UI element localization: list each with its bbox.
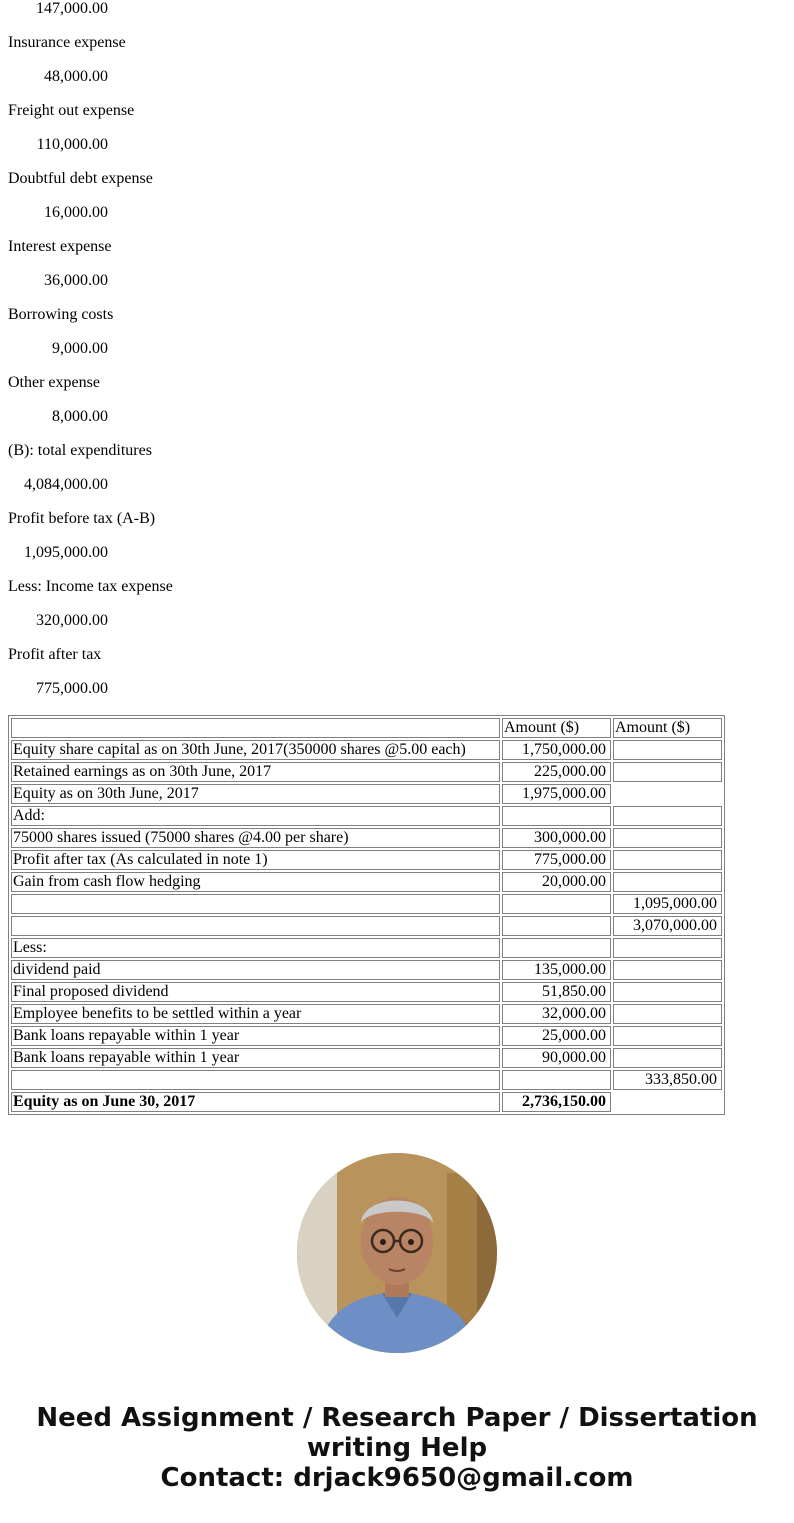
total-amount-blank	[613, 1092, 722, 1112]
row-amount	[613, 960, 722, 980]
statement-label: Freight out expense	[8, 102, 135, 119]
table-row	[11, 784, 722, 804]
row-amount: 90,000.00	[502, 1048, 611, 1068]
statement-amount: 775,000.00	[36, 680, 108, 697]
row-amount	[502, 806, 611, 826]
row-amount: 32,000.00	[502, 1004, 611, 1024]
header-cell	[11, 718, 500, 738]
statement-label: Interest expense	[8, 238, 112, 255]
row-description: Add:	[11, 806, 500, 826]
statement-amount: 320,000.00	[36, 612, 108, 629]
total-amount: 2,736,150.00	[502, 1092, 611, 1112]
row-amount	[613, 740, 722, 760]
table-row	[11, 1048, 722, 1068]
statement-label: Other expense	[8, 374, 100, 391]
statement-label: Less: Income tax expense	[8, 578, 173, 595]
table-row	[11, 1026, 722, 1046]
row-subtotal: 3,070,000.00	[613, 916, 722, 936]
row-amount: 225,000.00	[502, 762, 611, 782]
row-amount	[613, 784, 722, 804]
header-cell: Amount ($)	[502, 718, 611, 738]
avatar	[297, 1153, 497, 1353]
table-total-row	[11, 1092, 722, 1112]
row-amount	[502, 1070, 611, 1090]
row-description: dividend paid	[11, 960, 500, 980]
statement-amount: 48,000.00	[44, 68, 108, 85]
promo-line-2: writing Help	[306, 1433, 488, 1463]
row-description	[11, 894, 500, 914]
statement-label: Insurance expense	[8, 34, 126, 51]
row-description: Equity as on 30th June, 2017	[11, 784, 500, 804]
row-description: Bank loans repayable within 1 year	[11, 1048, 500, 1068]
table-row	[11, 960, 722, 980]
row-amount	[613, 806, 722, 826]
statement-amount: 110,000.00	[36, 136, 108, 153]
statement-amount: 9,000.00	[52, 340, 108, 357]
statement-label: Borrowing costs	[8, 306, 114, 323]
table-row	[11, 828, 722, 848]
table-row	[11, 938, 722, 958]
table-row	[11, 872, 722, 892]
row-subtotal: 333,850.00	[613, 1070, 722, 1090]
table-row	[11, 850, 722, 870]
promo-banner	[0, 1403, 794, 1493]
statement-amount: 4,084,000.00	[24, 476, 108, 493]
row-description: Equity share capital as on 30th June, 2017(350000 shares @5.00 each)	[11, 740, 500, 760]
row-subtotal: 1,095,000.00	[613, 894, 722, 914]
table-row	[11, 1004, 722, 1024]
row-amount	[502, 894, 611, 914]
row-amount: 300,000.00	[502, 828, 611, 848]
row-amount: 51,850.00	[502, 982, 611, 1002]
row-amount	[502, 938, 611, 958]
statement-label: Profit before tax (A-B)	[8, 510, 156, 527]
promo-line-1: Need Assignment / Research Paper / Dissertation	[36, 1403, 758, 1433]
row-description: Bank loans repayable within 1 year	[11, 1026, 500, 1046]
row-amount	[613, 1048, 722, 1068]
statement-label: Profit after tax	[8, 646, 102, 663]
row-amount	[613, 762, 722, 782]
statement-amount: 1,095,000.00	[24, 544, 108, 561]
row-description: Employee benefits to be settled within a year	[11, 1004, 500, 1024]
row-amount	[613, 1004, 722, 1024]
table-row	[11, 982, 722, 1002]
expense-statement	[8, 0, 708, 714]
row-description	[11, 1070, 500, 1090]
row-amount	[613, 828, 722, 848]
statement-label: (B): total expenditures	[8, 442, 152, 459]
table-row	[11, 916, 722, 936]
statement-amount: 8,000.00	[52, 408, 108, 425]
row-description: Gain from cash flow hedging	[11, 872, 500, 892]
row-amount: 20,000.00	[502, 872, 611, 892]
table-header-row	[11, 718, 722, 738]
table-row	[11, 806, 722, 826]
row-amount	[613, 850, 722, 870]
table-row	[11, 740, 722, 760]
row-amount	[613, 982, 722, 1002]
row-amount	[502, 916, 611, 936]
row-description: Less:	[11, 938, 500, 958]
row-description	[11, 916, 500, 936]
row-amount: 1,975,000.00	[502, 784, 611, 804]
table-row	[11, 894, 722, 914]
row-description: Retained earnings as on 30th June, 2017	[11, 762, 500, 782]
statement-label: Doubtful debt expense	[8, 170, 153, 187]
statement-amount: 16,000.00	[44, 204, 108, 221]
row-amount: 25,000.00	[502, 1026, 611, 1046]
row-description: Final proposed dividend	[11, 982, 500, 1002]
row-amount	[613, 1026, 722, 1046]
total-description: Equity as on June 30, 2017	[11, 1092, 500, 1112]
row-amount: 1,750,000.00	[502, 740, 611, 760]
promo-contact[interactable]: Contact: drjack9650@gmail.com	[160, 1463, 634, 1493]
row-amount: 135,000.00	[502, 960, 611, 980]
statement-amount: 36,000.00	[44, 272, 108, 289]
row-description: Profit after tax (As calculated in note 1)	[11, 850, 500, 870]
portrait-image	[297, 1153, 497, 1353]
statement-amount: 147,000.00	[36, 0, 108, 17]
table-row	[11, 762, 722, 782]
row-amount: 775,000.00	[502, 850, 611, 870]
table-row	[11, 1070, 722, 1090]
equity-statement-table	[8, 715, 725, 1115]
row-amount	[613, 872, 722, 892]
header-cell: Amount ($)	[613, 718, 722, 738]
row-amount	[613, 938, 722, 958]
row-description: 75000 shares issued (75000 shares @4.00 per share)	[11, 828, 500, 848]
